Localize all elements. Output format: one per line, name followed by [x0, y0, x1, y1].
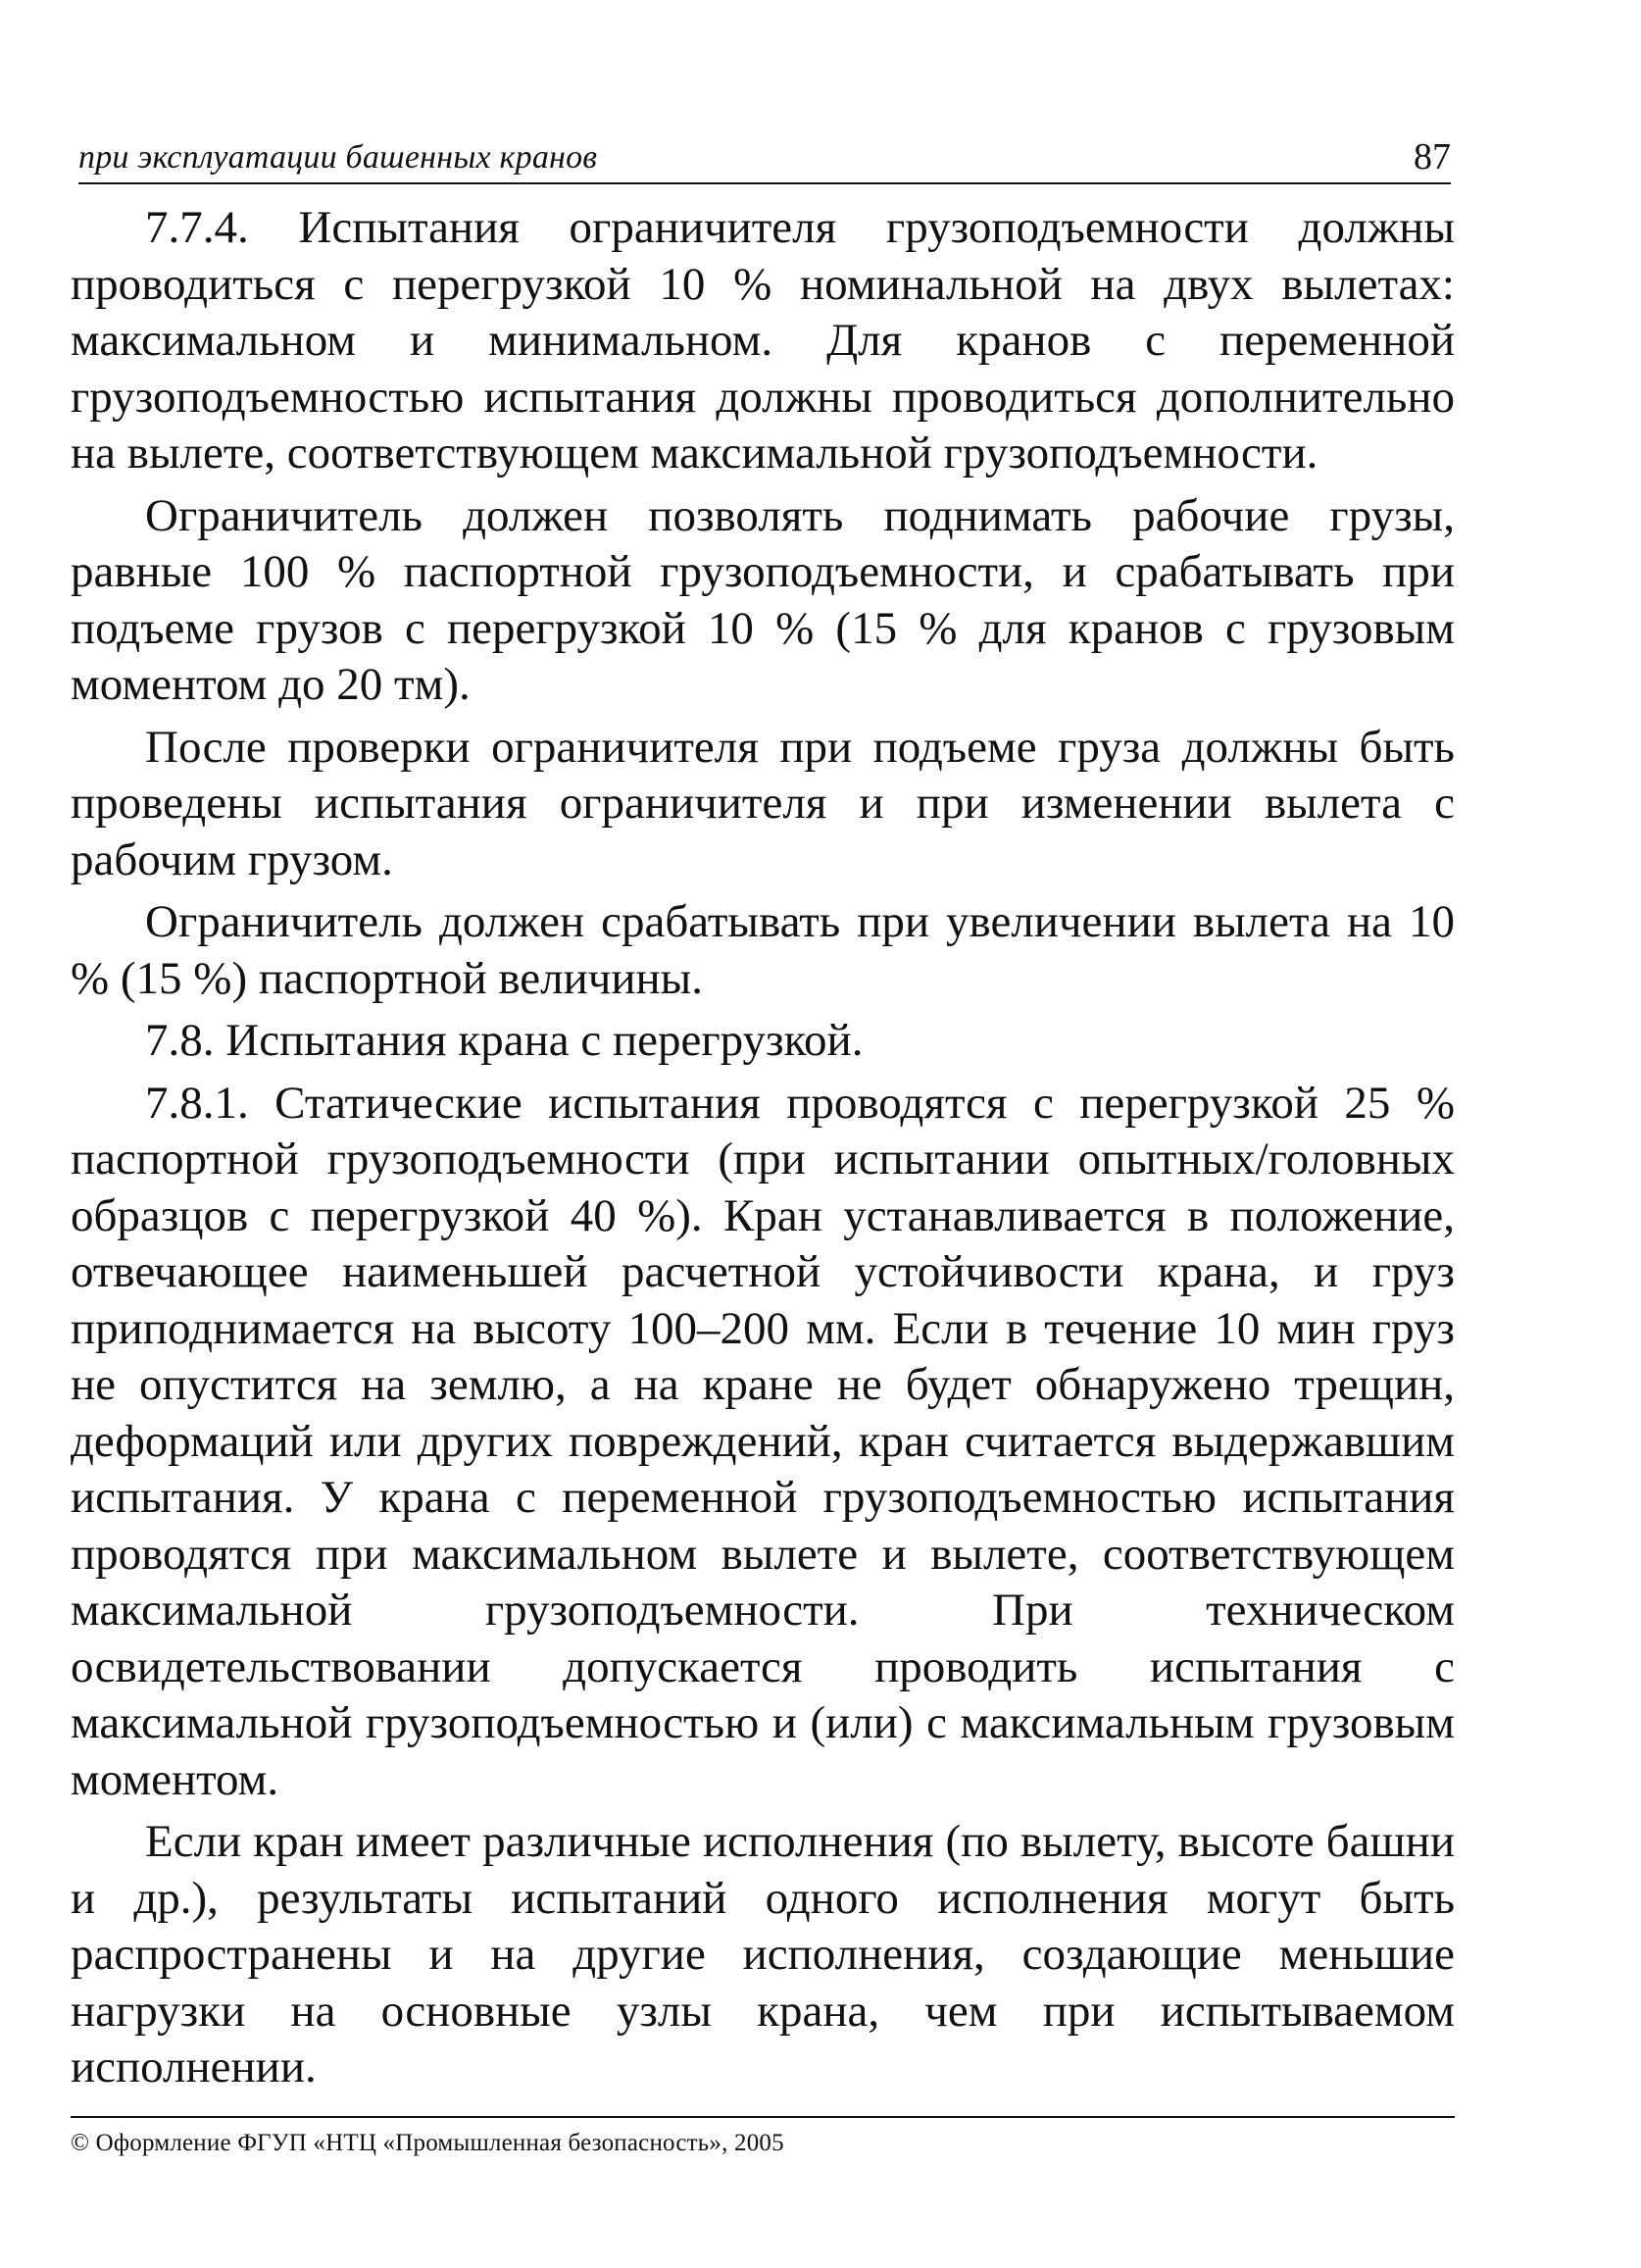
paragraph-7-7-4: 7.7.4. Испытания ограничителя грузоподъемности должны проводиться с перегрузкой 10 % номинальной на двух вылетах: максимальном и минимальном. Для кранов с переменной грузоподъемностью испытания должны проводиться дополнительно на вылете, соответствующем максимальной грузоподъемности.	[71, 202, 1455, 479]
paragraph-crane-versions: Если кран имеет различные исполнения (по вылету, высоте башни и др.), результаты испытаний одного исполнения могут быть распространены и на другие исполнения, создающие меньшие нагрузки на основные узлы крана, чем при испытываемом исполнении.	[71, 1816, 1455, 2092]
running-title: при эксплуатации башенных кранов	[78, 139, 598, 176]
paragraph-limiter-reach-trigger: Ограничитель должен срабатывать при увеличении вылета на 10 % (15 %) паспортной величины.	[71, 896, 1455, 1004]
paragraph-limiter-reach-test: После проверки ограничителя при подъеме груза должны быть проведены испытания ограничителя и при изменении вылета с рабочим грузом.	[71, 721, 1455, 885]
paragraph-7-8-1: 7.8.1. Статические испытания проводятся с перегрузкой 25 % паспортной грузоподъемности (при испытании опытных/головных образцов с перегрузкой 40 %). Кран устанавливается в положение, отвечающее наименьшей расчетной устойчивости крана, и груз приподнимается на высоту 100–200 мм. Если в течение 10 мин груз не опустится на землю, а на кране не будет обнаружено трещин, деформаций или других повреждений, кран считается выдержавшим испытания. У крана с переменной грузоподъемностью испытания проводятся при максимальном вылете и вылете, соответствующем максимальной грузоподъемности. При техническом освидетельствовании допускается проводить испытания с максимальной грузоподъемностью и (или) с максимальным грузовым моментом.	[71, 1077, 1455, 1805]
body-text	[71, 200, 1455, 2102]
running-header	[78, 127, 1451, 184]
footer-copyright: © Оформление ФГУП «НТЦ «Промышленная безопасность», 2005	[71, 2130, 784, 2156]
footer-rule	[71, 2116, 1455, 2118]
page-number: 87	[1414, 136, 1451, 177]
paragraph-limiter-lifting: Ограничитель должен позволять поднимать рабочие грузы, равные 100 % паспортной грузоподъемности, и срабатывать при подъеме грузов с перегрузкой 10 % (15 % для кранов с грузовым моментом до 20 тм).	[71, 489, 1455, 710]
paragraph-7-8: 7.8. Испытания крана с перегрузкой.	[145, 1015, 864, 1066]
